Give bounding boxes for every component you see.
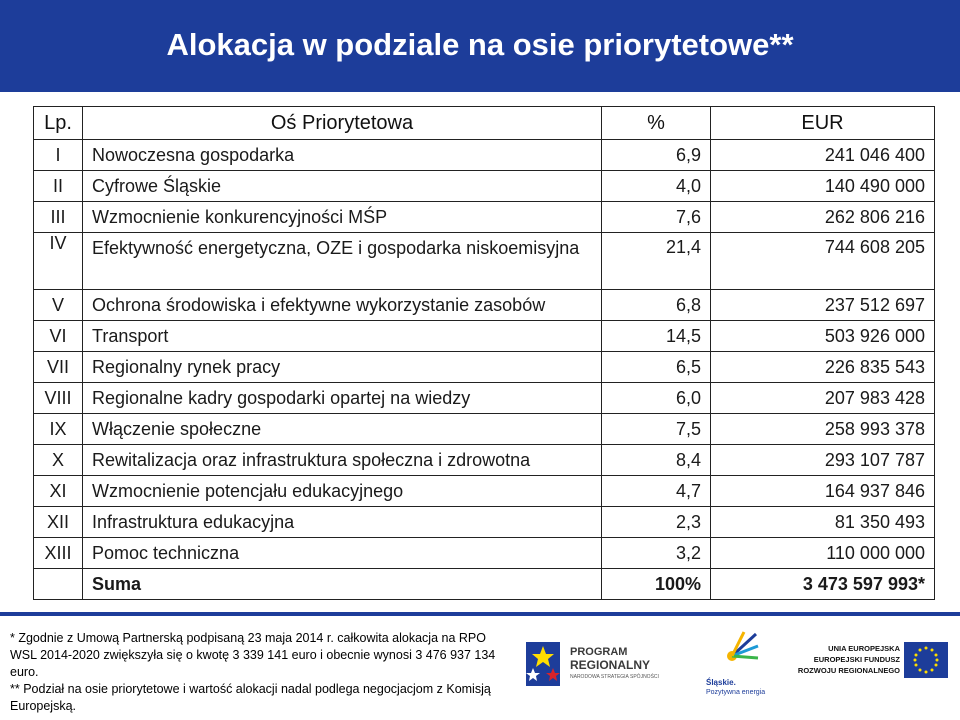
cell-axis: Transport — [83, 321, 602, 352]
cell-lp: V — [34, 290, 83, 321]
cell-eur: 241 046 400 — [711, 140, 935, 171]
slaskie-line1: Śląskie. — [706, 678, 736, 687]
cell-axis: Włączenie społeczne — [83, 414, 602, 445]
cell-lp: VII — [34, 352, 83, 383]
cell-eur: 207 983 428 — [711, 383, 935, 414]
program-line3: NARODOWA STRATEGIA SPÓJNOŚCI — [570, 674, 659, 680]
cell-eur: 110 000 000 — [711, 538, 935, 569]
table-row — [34, 140, 935, 171]
header-lp: Lp. — [34, 107, 83, 140]
program-line2: REGIONALNY — [570, 658, 651, 672]
sum-percent: 100% — [602, 569, 711, 600]
cell-axis: Ochrona środowiska i efektywne wykorzystanie zasobów — [83, 290, 602, 321]
cell-lp — [34, 569, 83, 600]
table-row — [34, 445, 935, 476]
table-row — [34, 414, 935, 445]
cell-lp: IX — [34, 414, 83, 445]
cell-percent: 2,3 — [602, 507, 711, 538]
eu-logo — [778, 640, 950, 696]
cell-percent: 6,9 — [602, 140, 711, 171]
cell-eur: 262 806 216 — [711, 202, 935, 233]
cell-eur: 164 937 846 — [711, 476, 935, 507]
eu-line3: ROZWOJU REGIONALNEGO — [797, 666, 900, 675]
table-row — [34, 383, 935, 414]
page-title: Alokacja w podziale na osie priorytetowe** — [166, 27, 794, 62]
table-header-row — [34, 107, 935, 140]
cell-axis: Pomoc techniczna — [83, 538, 602, 569]
cell-percent: 14,5 — [602, 321, 711, 352]
cell-percent: 7,6 — [602, 202, 711, 233]
table-sum-row — [34, 569, 935, 600]
table-row — [34, 321, 935, 352]
cell-axis: Wzmocnienie konkurencyjności MŚP — [83, 202, 602, 233]
table-row — [34, 352, 935, 383]
cell-axis: Wzmocnienie potencjału edukacyjnego — [83, 476, 602, 507]
slaskie-line2: Pozytywna energia — [706, 689, 766, 696]
cell-axis: Infrastruktura edukacyjna — [83, 507, 602, 538]
title-bar — [0, 0, 960, 92]
eu-line2: EUROPEJSKI FUNDUSZ — [813, 655, 900, 664]
slaskie-logo — [702, 628, 774, 708]
cell-axis: Rewitalizacja oraz infrastruktura społeczna i zdrowotna — [83, 445, 602, 476]
cell-percent: 4,7 — [602, 476, 711, 507]
cell-percent: 6,0 — [602, 383, 711, 414]
footnotes — [10, 630, 510, 715]
allocation-table-wrap — [33, 106, 935, 600]
cell-eur: 140 490 000 — [711, 171, 935, 202]
sum-eur: 3 473 597 993* — [711, 569, 935, 600]
cell-lp: III — [34, 202, 83, 233]
cell-eur: 81 350 493 — [711, 507, 935, 538]
cell-lp: XIII — [34, 538, 83, 569]
cell-eur: 744 608 205 — [711, 233, 935, 290]
cell-lp: XII — [34, 507, 83, 538]
table-row — [34, 171, 935, 202]
cell-axis: Regionalny rynek pracy — [83, 352, 602, 383]
program-line1: PROGRAM — [570, 646, 628, 658]
allocation-table — [33, 106, 935, 600]
cell-lp: XI — [34, 476, 83, 507]
cell-axis: Nowoczesna gospodarka — [83, 140, 602, 171]
table-row — [34, 233, 935, 290]
footer-divider — [0, 612, 960, 616]
table-row — [34, 290, 935, 321]
sum-label: Suma — [83, 569, 602, 600]
table-row — [34, 538, 935, 569]
cell-lp: IV — [34, 233, 83, 290]
cell-percent: 8,4 — [602, 445, 711, 476]
cell-lp: X — [34, 445, 83, 476]
cell-percent: 21,4 — [602, 233, 711, 290]
cell-axis: Regionalne kadry gospodarki opartej na wiedzy — [83, 383, 602, 414]
cell-axis: Cyfrowe Śląskie — [83, 171, 602, 202]
table-row — [34, 476, 935, 507]
cell-axis: Efektywność energetyczna, OZE i gospodarka niskoemisyjna — [83, 233, 602, 290]
cell-percent: 6,5 — [602, 352, 711, 383]
sun-emblem-icon — [714, 630, 760, 674]
header-axis: Oś Priorytetowa — [83, 107, 602, 140]
footnote-2: ** Podział na osie priorytetowe i wartość alokacji nadal podlega negocjacjom z Komisją Europejską. — [10, 682, 491, 713]
logos-strip — [520, 628, 950, 714]
cell-eur: 226 835 543 — [711, 352, 935, 383]
table-row — [34, 507, 935, 538]
cell-eur: 258 993 378 — [711, 414, 935, 445]
cell-eur: 237 512 697 — [711, 290, 935, 321]
eu-flag-icon — [904, 642, 948, 678]
cell-lp: I — [34, 140, 83, 171]
cell-lp: VI — [34, 321, 83, 352]
stars-emblem-icon — [520, 636, 566, 692]
cell-percent: 7,5 — [602, 414, 711, 445]
footnote-1: * Zgodnie z Umową Partnerską podpisaną 23 maja 2014 r. całkowita alokacja na RPO WSL 2014-2020 zwiększyła się o kwotę 3 339 141 euro i obecnie wynosi 3 476 937 134 euro. — [10, 631, 496, 679]
cell-eur: 293 107 787 — [711, 445, 935, 476]
header-eur: EUR — [711, 107, 935, 140]
cell-percent: 4,0 — [602, 171, 711, 202]
cell-eur: 503 926 000 — [711, 321, 935, 352]
cell-lp: II — [34, 171, 83, 202]
table-row — [34, 202, 935, 233]
eu-line1: UNIA EUROPEJSKA — [828, 644, 900, 653]
cell-percent: 3,2 — [602, 538, 711, 569]
header-percent: % — [602, 107, 711, 140]
cell-lp: VIII — [34, 383, 83, 414]
cell-percent: 6,8 — [602, 290, 711, 321]
program-regionalny-logo — [520, 634, 690, 698]
